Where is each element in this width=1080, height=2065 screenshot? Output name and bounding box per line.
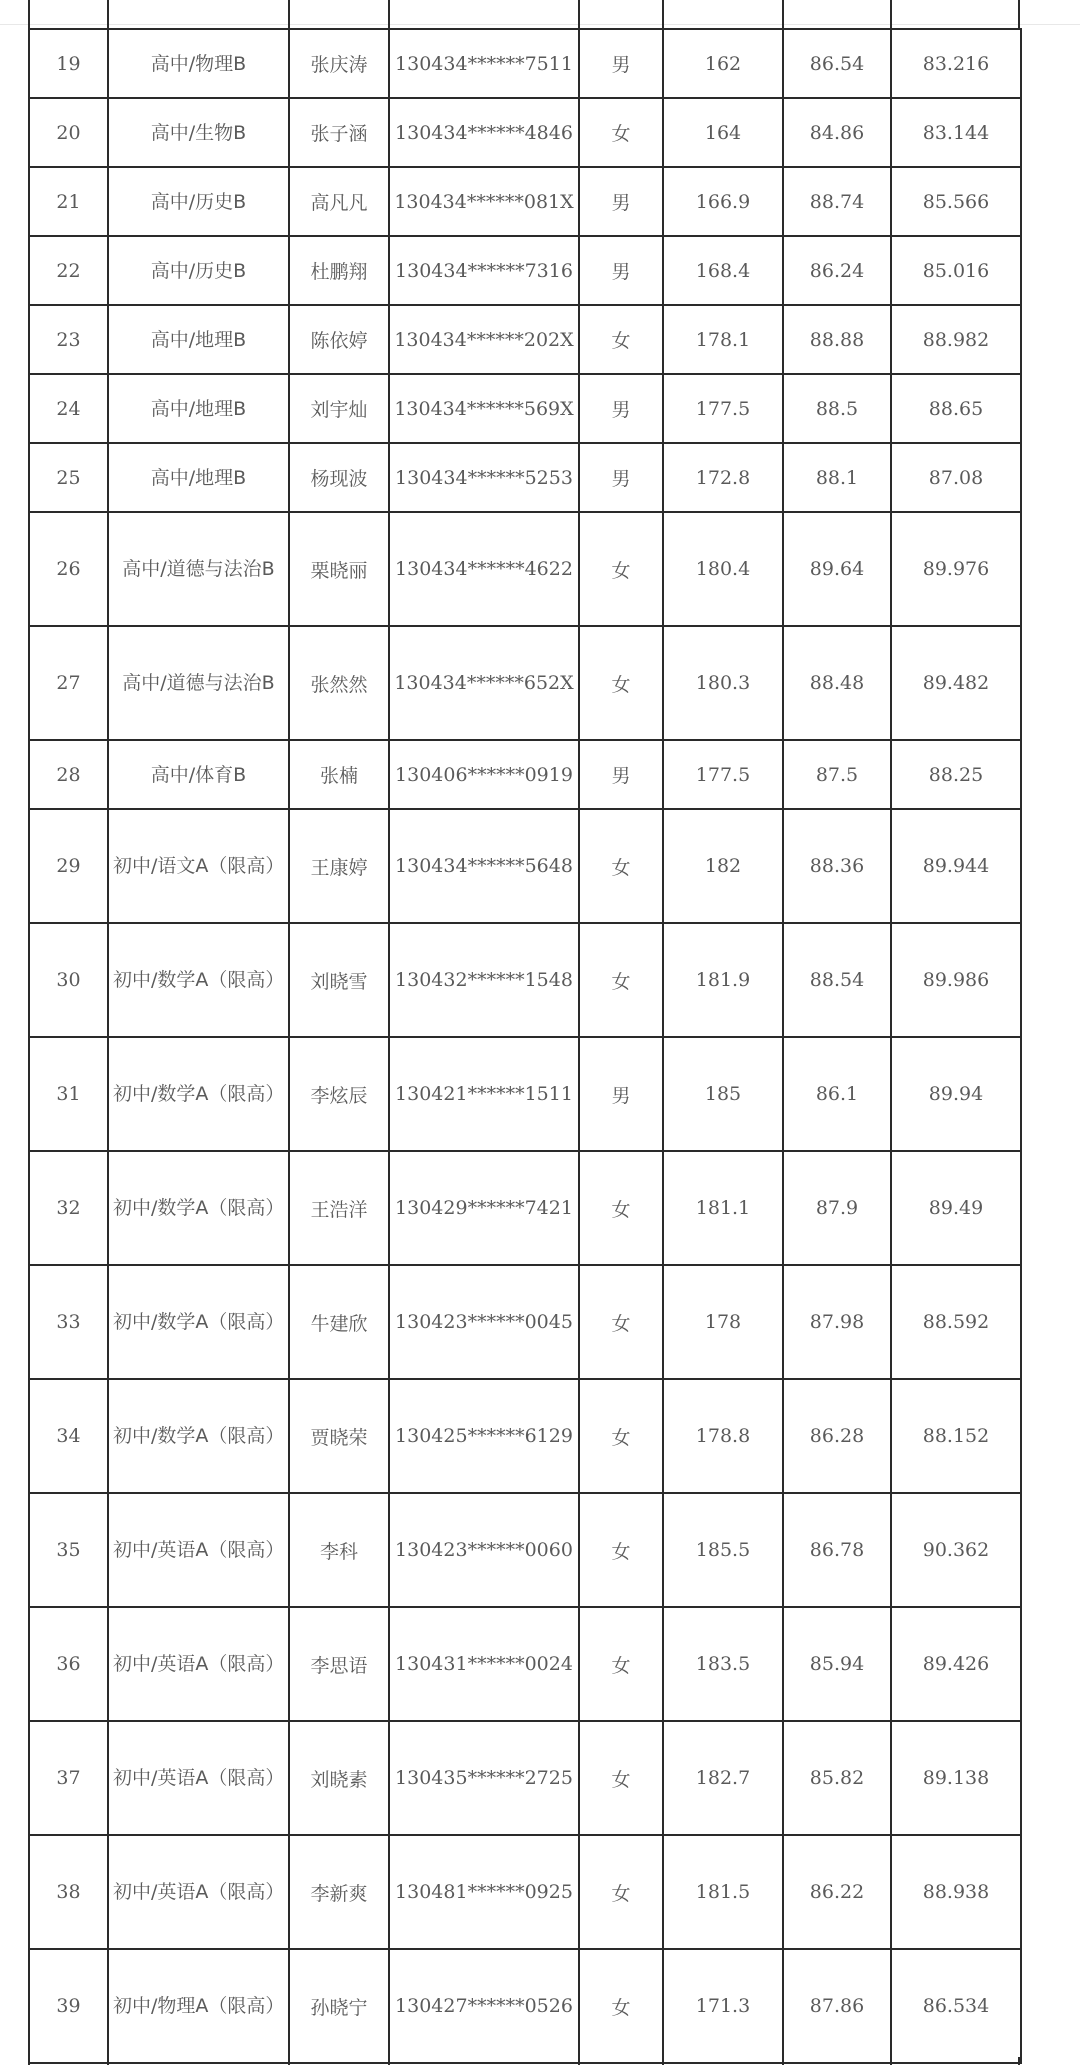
column-line-stub xyxy=(388,0,390,28)
name-cell: 张楠 xyxy=(289,740,389,809)
table-row xyxy=(29,1835,1021,1949)
column-line-stub xyxy=(28,0,30,28)
id-number-cell: 130434******7316 xyxy=(389,236,579,305)
gender-cell: 男 xyxy=(579,740,663,809)
row-number-cell: 21 xyxy=(29,167,108,236)
name-cell: 李炫辰 xyxy=(289,1037,389,1151)
row-number-cell: 23 xyxy=(29,305,108,374)
results-table xyxy=(28,28,1022,2064)
id-number-cell: 130431******0024 xyxy=(389,1607,579,1721)
post-cell: 初中/数学A（限高） xyxy=(108,1151,289,1265)
name-cell: 陈依婷 xyxy=(289,305,389,374)
id-number-cell: 130434******652X xyxy=(389,626,579,740)
table-row xyxy=(29,1379,1021,1493)
written-score-cell: 178 xyxy=(663,1265,783,1379)
written-score-cell: 180.3 xyxy=(663,626,783,740)
table-row xyxy=(29,626,1021,740)
total-score-cell: 88.152 xyxy=(891,1379,1021,1493)
total-score-cell: 89.482 xyxy=(891,626,1021,740)
id-number-cell: 130425******6129 xyxy=(389,1379,579,1493)
total-score-cell: 88.592 xyxy=(891,1265,1021,1379)
written-score-cell: 166.9 xyxy=(663,167,783,236)
interview-score-cell: 86.78 xyxy=(783,1493,891,1607)
interview-score-cell: 86.22 xyxy=(783,1835,891,1949)
gender-cell: 女 xyxy=(579,1151,663,1265)
written-score-cell: 171.3 xyxy=(663,1949,783,2063)
total-score-cell: 89.944 xyxy=(891,809,1021,923)
column-line-stub xyxy=(890,0,892,28)
written-score-cell: 183.5 xyxy=(663,1607,783,1721)
id-number-cell: 130434******5648 xyxy=(389,809,579,923)
id-number-cell: 130421******1511 xyxy=(389,1037,579,1151)
written-score-cell: 185 xyxy=(663,1037,783,1151)
post-cell: 高中/地理B xyxy=(108,374,289,443)
post-cell: 高中/地理B xyxy=(108,305,289,374)
table-row xyxy=(29,512,1021,626)
written-score-cell: 177.5 xyxy=(663,374,783,443)
written-score-cell: 168.4 xyxy=(663,236,783,305)
post-cell: 高中/历史B xyxy=(108,236,289,305)
id-number-cell: 130434******4846 xyxy=(389,98,579,167)
interview-score-cell: 88.1 xyxy=(783,443,891,512)
name-cell: 杜鹏翔 xyxy=(289,236,389,305)
gender-cell: 女 xyxy=(579,512,663,626)
interview-score-cell: 86.28 xyxy=(783,1379,891,1493)
name-cell: 刘晓素 xyxy=(289,1721,389,1835)
id-number-cell: 130429******7421 xyxy=(389,1151,579,1265)
total-score-cell: 87.08 xyxy=(891,443,1021,512)
interview-score-cell: 87.5 xyxy=(783,740,891,809)
name-cell: 张子涵 xyxy=(289,98,389,167)
row-number-cell: 37 xyxy=(29,1721,108,1835)
post-cell: 高中/道德与法治B xyxy=(108,512,289,626)
name-cell: 刘晓雪 xyxy=(289,923,389,1037)
post-cell: 初中/数学A（限高） xyxy=(108,923,289,1037)
written-score-cell: 182.7 xyxy=(663,1721,783,1835)
written-score-cell: 178.1 xyxy=(663,305,783,374)
interview-score-cell: 86.54 xyxy=(783,29,891,98)
total-score-cell: 90.362 xyxy=(891,1493,1021,1607)
total-score-cell: 83.144 xyxy=(891,98,1021,167)
table-row xyxy=(29,923,1021,1037)
written-score-cell: 185.5 xyxy=(663,1493,783,1607)
written-score-cell: 164 xyxy=(663,98,783,167)
post-cell: 高中/物理B xyxy=(108,29,289,98)
column-line-stub xyxy=(1018,0,1020,28)
gender-cell: 女 xyxy=(579,1265,663,1379)
column-line-stub xyxy=(107,2057,109,2065)
id-number-cell: 130423******0060 xyxy=(389,1493,579,1607)
table-row xyxy=(29,1265,1021,1379)
gender-cell: 男 xyxy=(579,29,663,98)
gender-cell: 男 xyxy=(579,236,663,305)
total-score-cell: 85.566 xyxy=(891,167,1021,236)
total-score-cell: 88.65 xyxy=(891,374,1021,443)
gender-cell: 男 xyxy=(579,1037,663,1151)
row-number-cell: 29 xyxy=(29,809,108,923)
id-number-cell: 130434******5253 xyxy=(389,443,579,512)
column-line-stub xyxy=(890,2057,892,2065)
total-score-cell: 88.25 xyxy=(891,740,1021,809)
id-number-cell: 130427******0526 xyxy=(389,1949,579,2063)
total-score-cell: 89.986 xyxy=(891,923,1021,1037)
id-number-cell: 130423******0045 xyxy=(389,1265,579,1379)
column-line-stub xyxy=(578,0,580,28)
total-score-cell: 89.426 xyxy=(891,1607,1021,1721)
name-cell: 栗晓丽 xyxy=(289,512,389,626)
table-body xyxy=(29,29,1021,2063)
column-line-stub xyxy=(578,2057,580,2065)
row-number-cell: 30 xyxy=(29,923,108,1037)
row-number-cell: 19 xyxy=(29,29,108,98)
written-score-cell: 162 xyxy=(663,29,783,98)
id-number-cell: 130434******569X xyxy=(389,374,579,443)
total-score-cell: 83.216 xyxy=(891,29,1021,98)
interview-score-cell: 86.24 xyxy=(783,236,891,305)
table-row xyxy=(29,1607,1021,1721)
column-line-stub xyxy=(107,0,109,28)
column-line-stub xyxy=(288,2057,290,2065)
gender-cell: 女 xyxy=(579,305,663,374)
post-cell: 初中/数学A（限高） xyxy=(108,1037,289,1151)
column-line-stub xyxy=(288,0,290,28)
post-cell: 初中/物理A（限高） xyxy=(108,1949,289,2063)
gender-cell: 女 xyxy=(579,1379,663,1493)
id-number-cell: 130406******0919 xyxy=(389,740,579,809)
post-cell: 高中/生物B xyxy=(108,98,289,167)
row-number-cell: 34 xyxy=(29,1379,108,1493)
table-row xyxy=(29,236,1021,305)
interview-score-cell: 88.48 xyxy=(783,626,891,740)
written-score-cell: 181.1 xyxy=(663,1151,783,1265)
name-cell: 李科 xyxy=(289,1493,389,1607)
column-line-stub xyxy=(782,0,784,28)
post-cell: 初中/英语A（限高） xyxy=(108,1835,289,1949)
post-cell: 高中/历史B xyxy=(108,167,289,236)
written-score-cell: 172.8 xyxy=(663,443,783,512)
name-cell: 孙晓宁 xyxy=(289,1949,389,2063)
table-row xyxy=(29,1493,1021,1607)
table-row xyxy=(29,1949,1021,2063)
gender-cell: 女 xyxy=(579,809,663,923)
total-score-cell: 89.138 xyxy=(891,1721,1021,1835)
gender-cell: 女 xyxy=(579,1493,663,1607)
name-cell: 贾晓荣 xyxy=(289,1379,389,1493)
written-score-cell: 177.5 xyxy=(663,740,783,809)
table-row xyxy=(29,809,1021,923)
table-row xyxy=(29,374,1021,443)
total-score-cell: 86.534 xyxy=(891,1949,1021,2063)
interview-score-cell: 87.98 xyxy=(783,1265,891,1379)
table-row xyxy=(29,29,1021,98)
gender-cell: 女 xyxy=(579,626,663,740)
row-number-cell: 28 xyxy=(29,740,108,809)
name-cell: 牛建欣 xyxy=(289,1265,389,1379)
name-cell: 李思语 xyxy=(289,1607,389,1721)
row-number-cell: 22 xyxy=(29,236,108,305)
name-cell: 高凡凡 xyxy=(289,167,389,236)
interview-score-cell: 88.74 xyxy=(783,167,891,236)
post-cell: 高中/道德与法治B xyxy=(108,626,289,740)
row-number-cell: 25 xyxy=(29,443,108,512)
top-divider xyxy=(0,24,1080,25)
interview-score-cell: 88.5 xyxy=(783,374,891,443)
id-number-cell: 130434******7511 xyxy=(389,29,579,98)
interview-score-cell: 88.36 xyxy=(783,809,891,923)
row-number-cell: 39 xyxy=(29,1949,108,2063)
row-number-cell: 35 xyxy=(29,1493,108,1607)
interview-score-cell: 84.86 xyxy=(783,98,891,167)
written-score-cell: 181.5 xyxy=(663,1835,783,1949)
interview-score-cell: 88.54 xyxy=(783,923,891,1037)
written-score-cell: 182 xyxy=(663,809,783,923)
name-cell: 王康婷 xyxy=(289,809,389,923)
name-cell: 李新爽 xyxy=(289,1835,389,1949)
interview-score-cell: 86.1 xyxy=(783,1037,891,1151)
gender-cell: 女 xyxy=(579,98,663,167)
post-cell: 初中/语文A（限高） xyxy=(108,809,289,923)
row-number-cell: 27 xyxy=(29,626,108,740)
id-number-cell: 130434******4622 xyxy=(389,512,579,626)
name-cell: 刘宇灿 xyxy=(289,374,389,443)
row-number-cell: 20 xyxy=(29,98,108,167)
column-line-stub xyxy=(782,2057,784,2065)
table-row xyxy=(29,167,1021,236)
post-cell: 高中/地理B xyxy=(108,443,289,512)
column-line-stub xyxy=(388,2057,390,2065)
total-score-cell: 88.938 xyxy=(891,1835,1021,1949)
gender-cell: 女 xyxy=(579,1835,663,1949)
total-score-cell: 85.016 xyxy=(891,236,1021,305)
id-number-cell: 130481******0925 xyxy=(389,1835,579,1949)
interview-score-cell: 88.88 xyxy=(783,305,891,374)
written-score-cell: 180.4 xyxy=(663,512,783,626)
row-number-cell: 26 xyxy=(29,512,108,626)
column-line-stub xyxy=(662,2057,664,2065)
gender-cell: 男 xyxy=(579,374,663,443)
total-score-cell: 89.49 xyxy=(891,1151,1021,1265)
column-line-stub xyxy=(28,2057,30,2065)
name-cell: 张庆涛 xyxy=(289,29,389,98)
row-number-cell: 32 xyxy=(29,1151,108,1265)
written-score-cell: 181.9 xyxy=(663,923,783,1037)
total-score-cell: 88.982 xyxy=(891,305,1021,374)
table-row xyxy=(29,1151,1021,1265)
gender-cell: 女 xyxy=(579,1721,663,1835)
gender-cell: 男 xyxy=(579,167,663,236)
row-number-cell: 24 xyxy=(29,374,108,443)
gender-cell: 女 xyxy=(579,923,663,1037)
gender-cell: 女 xyxy=(579,1949,663,2063)
table-row xyxy=(29,1037,1021,1151)
id-number-cell: 130434******202X xyxy=(389,305,579,374)
gender-cell: 女 xyxy=(579,1607,663,1721)
post-cell: 高中/体育B xyxy=(108,740,289,809)
interview-score-cell: 87.9 xyxy=(783,1151,891,1265)
name-cell: 杨现波 xyxy=(289,443,389,512)
post-cell: 初中/数学A（限高） xyxy=(108,1265,289,1379)
post-cell: 初中/英语A（限高） xyxy=(108,1721,289,1835)
name-cell: 王浩洋 xyxy=(289,1151,389,1265)
table-row xyxy=(29,98,1021,167)
row-number-cell: 33 xyxy=(29,1265,108,1379)
row-number-cell: 36 xyxy=(29,1607,108,1721)
gender-cell: 男 xyxy=(579,443,663,512)
name-cell: 张然然 xyxy=(289,626,389,740)
interview-score-cell: 85.82 xyxy=(783,1721,891,1835)
interview-score-cell: 89.64 xyxy=(783,512,891,626)
post-cell: 初中/英语A（限高） xyxy=(108,1493,289,1607)
id-number-cell: 130432******1548 xyxy=(389,923,579,1037)
row-number-cell: 38 xyxy=(29,1835,108,1949)
table-row xyxy=(29,1721,1021,1835)
column-line-stub xyxy=(662,0,664,28)
table-row xyxy=(29,305,1021,374)
row-number-cell: 31 xyxy=(29,1037,108,1151)
table-row xyxy=(29,740,1021,809)
interview-score-cell: 87.86 xyxy=(783,1949,891,2063)
table-row xyxy=(29,443,1021,512)
id-number-cell: 130434******081X xyxy=(389,167,579,236)
post-cell: 初中/数学A（限高） xyxy=(108,1379,289,1493)
column-line-stub xyxy=(1018,2057,1020,2065)
id-number-cell: 130435******2725 xyxy=(389,1721,579,1835)
written-score-cell: 178.8 xyxy=(663,1379,783,1493)
total-score-cell: 89.976 xyxy=(891,512,1021,626)
post-cell: 初中/英语A（限高） xyxy=(108,1607,289,1721)
total-score-cell: 89.94 xyxy=(891,1037,1021,1151)
interview-score-cell: 85.94 xyxy=(783,1607,891,1721)
